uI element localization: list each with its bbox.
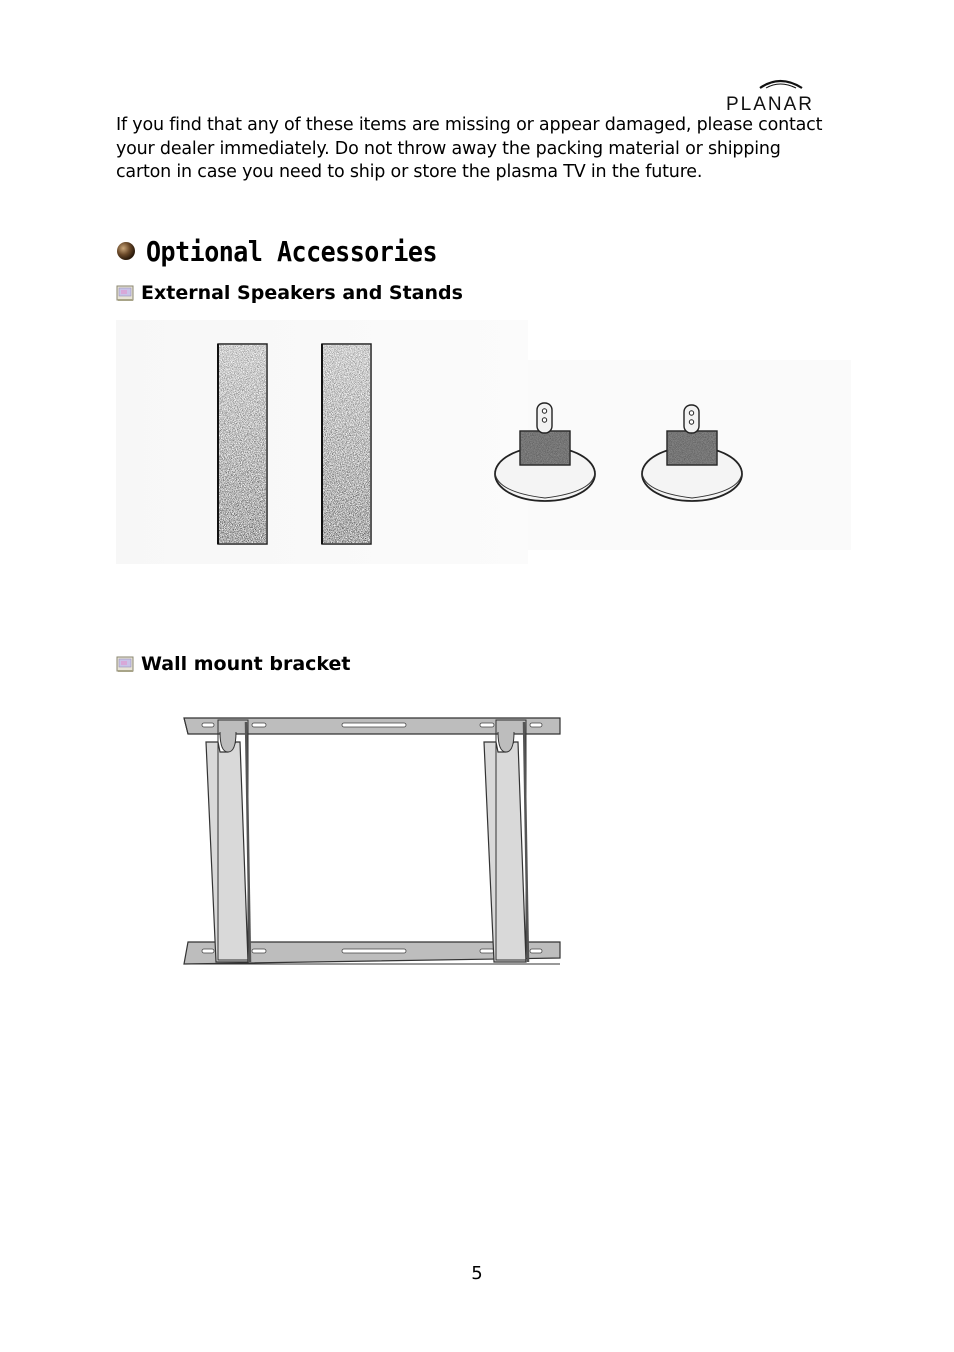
speakers-and-stands-figure	[116, 320, 851, 564]
picture-icon	[116, 284, 135, 303]
page-number: 5	[471, 1263, 483, 1284]
logo-text: PLANAR	[726, 94, 815, 115]
bracket-left-arm	[206, 720, 250, 962]
intro-line: your dealer immediately. Do not throw away the packing material or shipping	[116, 138, 781, 159]
sphere-bullet-icon	[116, 241, 136, 261]
subsection-heading-speakers	[116, 282, 463, 304]
section-heading	[116, 234, 437, 268]
intro-paragraph	[116, 114, 823, 185]
planar-logo	[722, 76, 842, 116]
section-title: Optional Accessories	[146, 234, 438, 268]
subsection-heading-wall-mount	[116, 653, 351, 675]
speaker-left	[218, 344, 267, 544]
bracket-right-arm	[484, 720, 528, 962]
wall-mount-bracket-figure	[180, 712, 564, 968]
subsection-label: External Speakers and Stands	[141, 282, 463, 304]
picture-icon	[116, 655, 135, 674]
subsection-label: Wall mount bracket	[141, 653, 351, 675]
intro-line: If you find that any of these items are missing or appear damaged, please contact	[116, 115, 823, 135]
speaker-right	[322, 344, 371, 544]
intro-line: carton in case you need to ship or store the plasma TV in the future.	[116, 162, 703, 182]
